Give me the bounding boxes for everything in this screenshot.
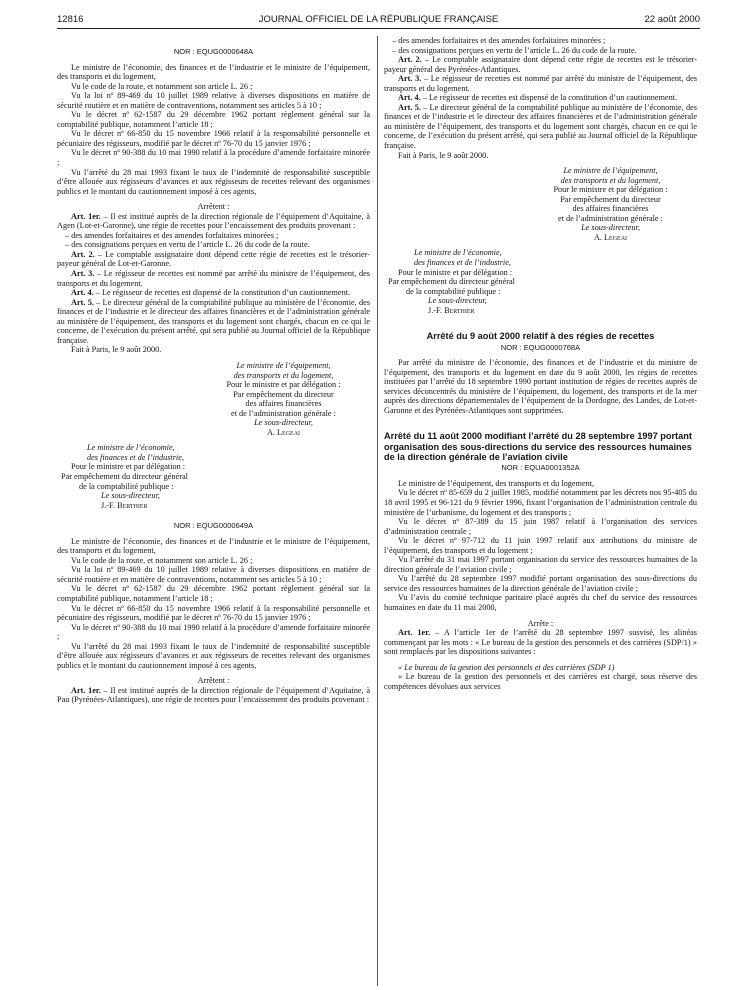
signature-line: Pour le ministre et par délégation : xyxy=(226,380,341,390)
list-item: – des consignations perçues en vertu de l’article L. 26 du code de la route. xyxy=(65,240,310,250)
signature-place-date: Fait à Paris, le 9 août 2000. xyxy=(398,150,489,160)
paragraph: Vu l’avis du comité technique paritaire placé auprès du chef du service des ressources humaines en date du 11 mai 2000, xyxy=(384,593,697,612)
arrete-label: Arrête : xyxy=(527,618,554,628)
nor-reference: NOR : EQUG0000768A xyxy=(500,342,581,352)
signatory-name: J.-F. Berthier xyxy=(428,305,475,315)
signature-line: Par empêchement du directeur général xyxy=(61,471,188,481)
article-text: – Le régisseur de recettes est nommé par arrêté du ministre de l’équipement, des transports et du logement. xyxy=(384,74,697,93)
article-label: Art. 5. xyxy=(398,102,421,112)
article-label: Art. 3. xyxy=(71,269,95,279)
article xyxy=(384,55,697,74)
article xyxy=(57,686,370,705)
signature-line: Pour le ministre et par délégation : xyxy=(553,185,668,195)
decree-title: Arrêté du 11 août 2000 modifiant l’arrêté du 28 septembre 1997 portant organisation des sous-directions du service des ressources humaines de la direction générale de l’aviation civile xyxy=(384,431,692,463)
signature-line: Le sous-directeur, xyxy=(581,223,640,233)
paragraph: Vu la loi nº 89-469 du 10 juillet 1989 relative à diverses dispositions en matière de sécurité routière et en matière de contraventions, notamment ses articles 5 à 10 ; xyxy=(57,91,370,110)
article xyxy=(384,103,697,151)
paragraph: « Le bureau de la gestion des personnels et des carrières est chargé, sous réserve des compétences dévolues aux services xyxy=(384,672,697,691)
paragraph: Vu le décret nº 90-388 du 10 mai 1990 relatif à la procédure d’amende forfaitaire minorée ; xyxy=(57,148,370,168)
signature-line: Le ministre de l’équipement, xyxy=(563,166,658,176)
article xyxy=(57,298,370,346)
signature-line: des affaires financières xyxy=(245,399,322,409)
article xyxy=(57,288,370,298)
article xyxy=(384,74,697,93)
quoted-heading: « Le bureau de la gestion des personnels et des carrières (SDP 1) xyxy=(398,662,615,672)
article-label: Art. 2. xyxy=(71,249,95,259)
signature-line: Le ministre de l’équipement, xyxy=(236,360,331,370)
paragraph: Par arrêté du ministre de l’économie, des finances et de l’industrie et du ministre de l’équipement, des transports et du logement en date du 9 août 2000, les régies de recettes instituées par l’arrêté du 18 septembre 1990 portant institution de régies de recettes auprès de services déconcentrés du ministère de l’équipement, du logement, des transports et de la mer auprès des directions départementales de l’équipement de la Dordogne, des Landes, de Lot-et-Garonne et des Pyrénées-Atlantiques sont supprimées. xyxy=(384,358,697,415)
paragraph: Vu le décret nº 66-850 du 15 novembre 1966 relatif à la responsabilité personnelle et pécuniaire des régisseurs, modifié par le décret nº 76-70 du 15 janvier 1976 ; xyxy=(57,603,370,623)
paragraph: Vu le décret nº 62-1587 du 29 décembre 1962 portant règlement général sur la comptabilité publique, notamment l’article 18 ; xyxy=(57,584,370,603)
signature-line: de la comptabilité publique : xyxy=(79,481,174,491)
decree-title: Arrêté du 9 août 2000 relatif à des régies de recettes xyxy=(426,331,655,342)
paragraph: Vu le décret nº 90-388 du 10 mai 1990 relatif à la procédure d’amende forfaitaire minorée ; xyxy=(57,622,370,642)
signature-line: Le ministre de l’économie, xyxy=(414,248,502,258)
article xyxy=(384,628,697,657)
article-label: Art. 1er. xyxy=(71,211,101,221)
signature-line: des affaires financières xyxy=(572,204,649,214)
right-column xyxy=(384,36,697,691)
list-item: – des amendes forfaitaires et des amendes forfaitaires minorées ; xyxy=(65,230,279,240)
signature-line: de la comptabilité publique : xyxy=(406,286,501,296)
list-item: – des amendes forfaitaires et des amendes forfaitaires minorées ; xyxy=(392,36,606,45)
article-text: – Le comptable assignataire dont dépend cette régie de recettes est le trésorier-payeur général de Lot-et-Garonne. xyxy=(57,249,370,269)
signature-block-economie xyxy=(57,443,370,510)
paragraph: Vu le décret nº 87-389 du 15 juin 1987 relatif à l’organisation des services d’administration centrale ; xyxy=(384,517,697,536)
signature-line: et de l’administration générale : xyxy=(558,213,663,223)
article-text: – Le régisseur de recettes est nommé par arrêté du ministre de l’équipement, des transports et du logement. xyxy=(57,269,370,288)
paragraph: Vu la loi nº 89-469 du 10 juillet 1989 relative à diverses dispositions en matière de sécurité routière et en matière de contraventions, notamment ses articles 5 à 10 ; xyxy=(57,565,370,584)
paragraph: Vu l’arrêté du 28 septembre 1997 modifié portant organisation des sous-directions du service des ressources humaines de la direction générale de l’aviation civile ; xyxy=(384,574,697,593)
signature-line: Par empêchement du directeur xyxy=(560,194,661,204)
nor-reference: NOR : EQUG0000649A xyxy=(173,521,254,531)
article-label: Art. 5. xyxy=(71,297,94,307)
article xyxy=(57,269,370,288)
signature-line: Le ministre de l’économie, xyxy=(87,443,175,453)
article-label: Art. 1er. xyxy=(398,628,431,638)
article-label: Art. 4. xyxy=(398,93,421,103)
paragraph: Vu le code de la route, et notamment son article L. 26 ; xyxy=(71,555,253,565)
paragraph: Vu le décret nº 62-1587 du 29 décembre 1962 portant règlement général sur la comptabilité publique, notamment l’article 18 ; xyxy=(57,110,370,129)
article-text: – Le régisseur de recettes est dispensé de la constitution d’un cautionnement. xyxy=(93,288,351,298)
signature-line: des transports et du logement, xyxy=(233,370,334,380)
paragraph: Le ministre de l’économie, des finances et de l’industrie et le ministre de l’équipement, des transports et du logement, xyxy=(57,536,370,556)
article-text: – A l’article 1er de l’arrêté du 28 septembre 1997 susvisé, les alinéas commençant par les mots : « Le bureau de la gestion des personnels et des carrières (SDP/1) » sont remplacés par les dispositions suivantes : xyxy=(384,628,697,657)
issue-date: 22 août 2000 xyxy=(644,14,700,25)
signature-place-date: Fait à Paris, le 9 août 2000. xyxy=(71,345,162,355)
signature-line: Le sous-directeur, xyxy=(428,296,487,306)
signatory-name: J.-F. Berthier xyxy=(101,500,148,510)
paragraph: Vu l’arrêté du 28 mai 1993 fixant le taux de l’indemnité de responsabilité susceptible d’être allouée aux régisseurs d’avances et aux régisseurs de recettes relevant des organismes publics et le montant du cautionnement imposé à ces agents, xyxy=(57,641,370,670)
article-label: Art. 2. xyxy=(398,55,422,65)
article xyxy=(384,93,697,103)
signatory-name: A. Legeai xyxy=(593,232,628,242)
paragraph: Le ministre de l’équipement, des transports et du logement, xyxy=(398,478,595,488)
article-text: – Il est institué auprès de la direction régionale de l’équipement d’Aquitaine, à Agen (Lot-et-Garonne), une régie de recettes pour l’encaissement des produits provenant : xyxy=(57,211,370,231)
article-text: – Il est institué auprès de la direction régionale de l’équipement d’Aquitaine, à Pau (Pyrénées-Atlantiques), une régie de recettes pour l’encaissement des produits provenant : xyxy=(57,685,370,705)
signature-line: et de l’administration générale : xyxy=(231,408,336,418)
signature-line: des transports et du logement, xyxy=(560,175,661,185)
article xyxy=(57,212,370,231)
signature-line: Par empêchement du directeur général xyxy=(388,277,515,287)
arretent-label: Arrêtent : xyxy=(197,676,230,686)
nor-reference: NOR : EQUG0000648A xyxy=(173,47,254,56)
signature-line: Le sous-directeur, xyxy=(254,418,313,428)
signatory-name: A. Legeai xyxy=(266,427,301,437)
article-text: – Le régisseur de recettes est dispensé de la constitution d’un cautionnement. xyxy=(420,93,678,103)
paragraph: Vu le code de la route, et notamment son article L. 26 ; xyxy=(71,81,253,91)
signature-line: Le sous-directeur, xyxy=(101,491,160,501)
page-number: 12816 xyxy=(57,14,84,25)
article-text: – Le directeur général de la comptabilité publique au ministère de l’économie, des finances et de l’industrie et le directeur des affaires financières et de l’administration générale au ministère de l’équipement, des transports et du logement sont chargés, chacun en ce qui le concerne, de l’exécution du présent arrêté, qui sera publié au Journal officiel de la République française. xyxy=(57,297,370,345)
signature-line: des finances et de l’industrie, xyxy=(414,258,511,268)
article xyxy=(57,250,370,269)
signature-block-economie xyxy=(384,248,697,315)
left-column xyxy=(57,36,370,705)
signature-line: des finances et de l’industrie, xyxy=(87,452,184,462)
paragraph: Vu le décret nº 97-712 du 11 juin 1997 relatif aux attributions du ministre de l’équipement, des transports et du logement ; xyxy=(384,536,697,555)
article-label: Art. 1er. xyxy=(71,685,101,695)
column-divider xyxy=(377,36,378,986)
paragraph: Vu le décret nº 85-659 du 2 juillet 1985, modifié notamment par les décrets nos 95-405 du 18 avril 1995 et 96-121 du 9 février 1996, fixant l’organisation de l’administration centrale du ministère de l’urbanisme, du logement et des transports ; xyxy=(384,488,697,517)
article-text: – Le comptable assignataire dont dépend cette régie de recettes est le trésorier-payeur général des Pyrénées-Atlantiques. xyxy=(384,55,697,74)
signature-block-equipement xyxy=(384,166,697,242)
article-label: Art. 4. xyxy=(71,288,94,298)
journal-title: JOURNAL OFFICIEL DE LA RÉPUBLIQUE FRANÇAISE xyxy=(258,14,499,25)
signature-line: Pour le ministre et par délégation : xyxy=(71,462,186,472)
signature-line: Pour le ministre et par délégation : xyxy=(398,267,513,277)
paragraph: Vu le décret nº 66-850 du 15 novembre 1966 relatif à la responsabilité personnelle et pécuniaire des régisseurs, modifié par le décret nº 76-70 du 15 janvier 1976 ; xyxy=(57,129,370,148)
paragraph: Le ministre de l’économie, des finances et de l’industrie et le ministre de l’équipement, des transports et du logement, xyxy=(57,62,370,82)
article-text: – Le directeur général de la comptabilité publique au ministère de l’économie, des finances et de l’industrie et le directeur des affaires financières et de l’administration générale au ministère de l’équipement, des transports et du logement sont chargés, chacun en ce qui le concerne, de l’exécution du présent arrêté, qui sera publié au Journal officiel de la République française. xyxy=(384,102,697,151)
article-label: Art. 3. xyxy=(398,74,422,84)
page-header xyxy=(57,12,700,29)
signature-block-equipement xyxy=(57,361,370,437)
paragraph: Vu l’arrêté du 31 mai 1997 portant organisation du service des ressources humaines de la direction générale de l’aviation civile ; xyxy=(384,555,697,574)
nor-reference: NOR : EQUA0001352A xyxy=(501,463,580,473)
list-item: – des consignations perçues en vertu de l’article L. 26 du code de la route. xyxy=(392,45,637,55)
paragraph: Vu l’arrêté du 28 mai 1993 fixant le taux de l’indemnité de responsabilité susceptible d’être allouée aux régisseurs d’avances et aux régisseurs de recettes relevant des organismes publics et le montant du cautionnement imposé à ces agents, xyxy=(57,167,370,196)
signature-line: Par empêchement du directeur xyxy=(233,389,334,399)
arretent-label: Arrêtent : xyxy=(197,202,230,212)
